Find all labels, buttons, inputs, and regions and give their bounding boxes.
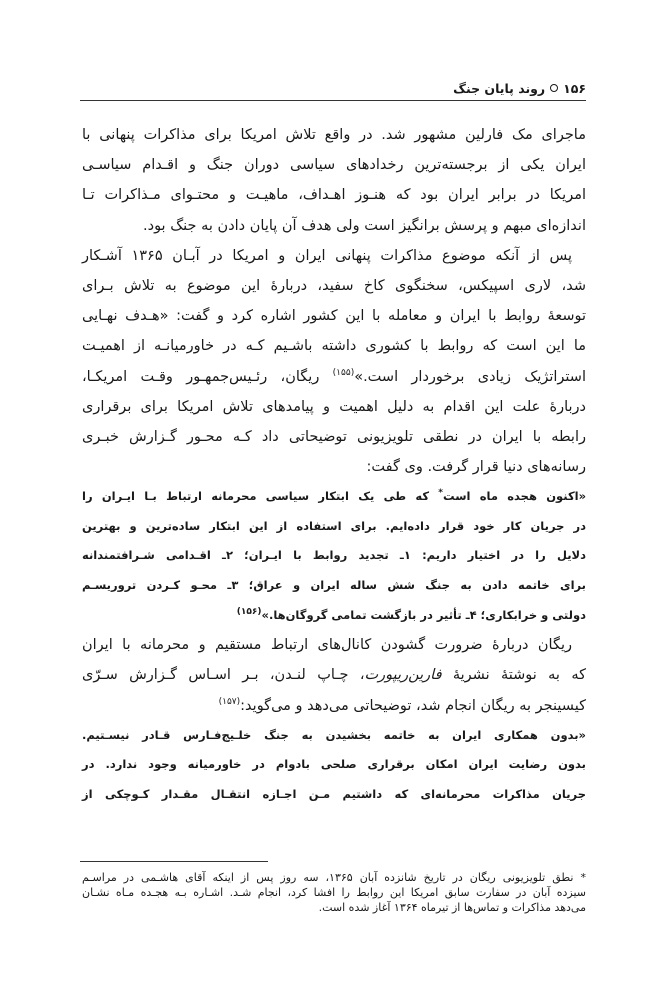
text-line [82, 660, 586, 690]
text-segment: کیسینجر به ریگان انجام شد، توضیحاتی می‌دهد و می‌گوید: [240, 697, 586, 714]
footnote-reference: (۱۵۶) [236, 606, 262, 617]
footnote [82, 870, 586, 916]
quote-line [82, 482, 586, 512]
quote-line: جریان مذاکرات محرمانه‌ای که داشتیم مـن اجـازه انتقـال مقـدار کـوچکی از [82, 786, 586, 801]
footnote-line: * نطق تلویزیونی ریگان در تاریخ شانزده آبان ۱۳۶۵، سه روز پس از اینکه آقای هاشـمی در مراسـم [82, 871, 586, 884]
text-line: دربارهٔ علت این اقدام به دلیل اهمیت و پیامدهای تلاش امریکا برای برقراری [82, 398, 586, 415]
text-segment: که طی یک ابتکار سیاسی محرمانه ارتباط بـا ایـران را [82, 489, 439, 504]
text-segment: که به نوشتهٔ نشریهٔ [441, 667, 586, 684]
text-line: امریکا در برابر ایران بود که هنـوز اهـداف، ماهیـت و محتـوای مـذاکرات تـا [82, 187, 586, 204]
quote-line: «بدون همکاری ایران به خاتمه بخشیدن به جنگ خلـیج‌فـارس قـادر نیسـتیم. [82, 727, 586, 742]
main-text [82, 120, 586, 810]
text-line: ما این است که روابط با کشوری داشته باشـیم کـه در خاورمیانـه از اهمیـت [82, 338, 586, 355]
text-line: ریگان دربارهٔ ضرورت گشودن کانال‌های ارتباط مستقیم و محرمانه با ایران [82, 637, 572, 654]
quote-line: برای خاتمه دادن به جنگ شش ساله ایران و عراق؛ ۳ـ محـو کـردن تروریسـم [82, 578, 586, 593]
quote-line: بدون رضایت ایران امکان برقراری صلحی بادوام در خاورمیانه وجود ندارد. در [82, 757, 586, 772]
text-line [82, 691, 586, 721]
footnote-divider [80, 861, 268, 862]
publication-name: فارین‌ریپورت [364, 667, 442, 684]
text-line: اندازه‌ای مبهم و پرسش برانگیز است ولی هدف آن پایان دادن به جنگ بود. [143, 217, 586, 234]
footnote-reference: (۱۵۷) [218, 696, 241, 707]
text-line: رسانه‌های دنیا قرار گرفت. وی گفت: [366, 459, 586, 476]
quote-line: دلایل را در اختیار داریم: ۱ـ تجدید روابط با ایـران؛ ۲ـ اقـدامی شـرافتمندانه [82, 548, 587, 563]
text-segment: ، چـاپ لنـدن، بـر اسـاس گـزارش سـرّی [82, 667, 365, 684]
text-line: شد، لاری اسپیکس، سخنگوی کاخ سفید، دربارهٔ این موضوع به تلاش بـرای [82, 277, 586, 294]
text-line [82, 362, 586, 392]
footnote-line: سیزده آبان در سفارت سابق امریکا این روابط را افشا کرد، انجام شـد. اشـاره بـه هجـده مـاه نشـان [82, 886, 586, 900]
chapter-title: روند پایان جنگ [453, 80, 546, 96]
text-line: ماجرای مک فارلین مشهور شد. در واقع تلاش امریکا برای مذاکرات پنهانی با [82, 127, 586, 143]
text-segment: «اکنون هجده ماه است [443, 489, 586, 504]
text-line: ایران یکی از برجسته‌ترین رخدادهای سیاسی دوران جنگ و اقـدام سیاسـی [82, 157, 586, 174]
footnote-line: می‌دهد مذاکرات و تماس‌ها از تیرماه ۱۳۶۴ آغاز شده است. [318, 901, 586, 915]
quote-line [82, 601, 586, 631]
page-number: ۱۵۶ [563, 80, 586, 96]
text-segment: ریگان، رئـیس‌جمهـور وقـت امریکـا، [82, 368, 333, 385]
text-line: توسعهٔ روابط با ایران و معامله با این کشور اشاره کرد و گفت: «هـدف نهـایی [82, 308, 586, 325]
text-segment: استراتژیک زیادی برخوردار است.» [354, 368, 586, 385]
text-segment: دولتی و خرابکاری؛ ۴ـ تأثیر در بازگشت تمامی گروگان‌ها.» [261, 607, 586, 622]
footnote-reference: (۱۵۵) [332, 367, 355, 378]
text-line: پس از آنکه موضوع مذاکرات پنهانی ایران و امریکا در آبـان ۱۳۶۵ آشـکار [82, 247, 572, 264]
footnote-star: * [438, 488, 444, 499]
text-line: رابطه با ایران در نطقی تلویزیونی توضیحاتی داد کـه محـور گـزارش خبـری [82, 428, 586, 445]
header-divider [80, 100, 586, 101]
quote-line: در جریان کار خود قرار داده‌ایم. برای استفاده از این ابتکار ساده‌ترین و بهترین [82, 518, 586, 533]
running-header [453, 78, 586, 98]
circle-separator-icon [550, 84, 558, 92]
